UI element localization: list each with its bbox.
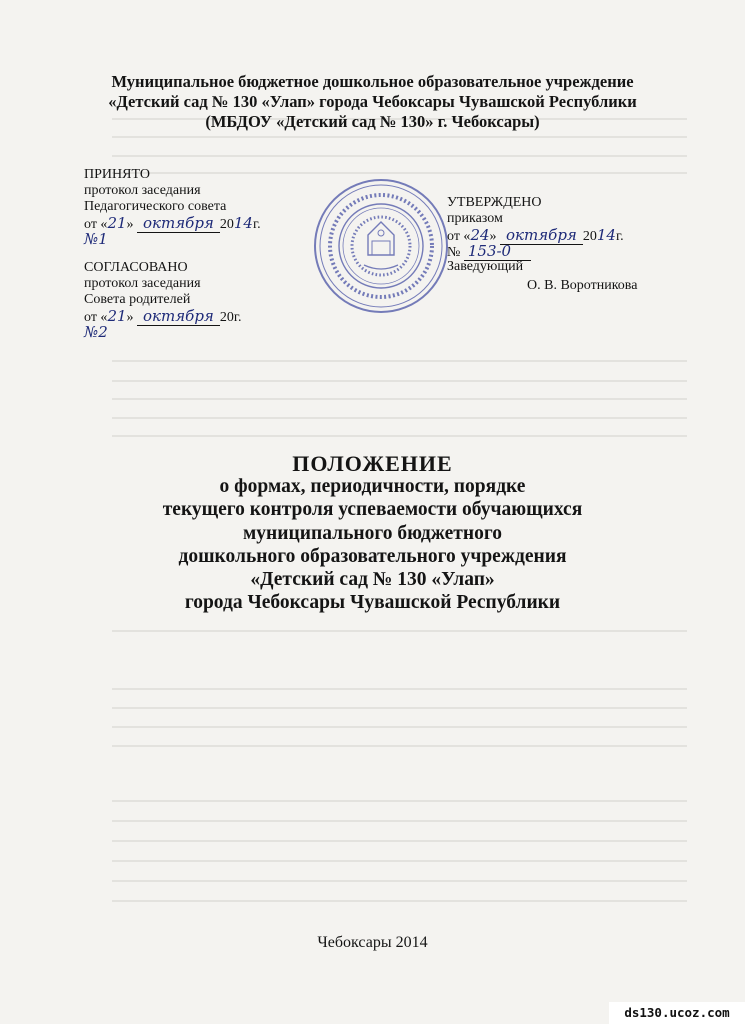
accepted-protocol: протокол заседания — [84, 183, 201, 198]
title-line-4: дошкольного образовательного учреждения — [178, 545, 567, 567]
agreed-block — [84, 260, 242, 340]
agreed-title: СОГЛАСОВАНО — [84, 260, 188, 275]
accepted-protocol-number: №1 — [84, 230, 108, 248]
header-line-3: (МБДОУ «Детский сад № 130» г. Чебоксары) — [205, 112, 540, 131]
title-line-2: текущего контроля успеваемости обучающихся — [162, 499, 583, 521]
accepted-year: 14 — [233, 214, 253, 232]
title-line-1: о формах, периодичности, порядке — [219, 476, 526, 498]
agreed-protocol: протокол заседания — [84, 276, 201, 291]
agreed-month: октября — [143, 307, 214, 325]
approved-block — [447, 195, 624, 275]
director-name: О. В. Воротникова — [527, 278, 638, 293]
title-line-6: города Чебоксары Чувашской Республики — [184, 592, 561, 614]
accepted-title: ПРИНЯТО — [84, 167, 150, 182]
document-title — [80, 452, 665, 614]
site-watermark: ds130.ucoz.com — [609, 1002, 745, 1024]
accepted-month: октября — [143, 214, 214, 232]
header-line-1: Муниципальное бюджетное дошкольное образовательное учреждение — [111, 72, 634, 91]
footer-city-year: Чебоксары 2014 — [317, 934, 428, 951]
approved-date: от «24» октября 2014г. — [447, 226, 624, 244]
agreed-date: от «21» октября 20г. — [84, 307, 242, 325]
agreed-protocol-number: №2 — [84, 323, 108, 341]
approved-title: УТВЕРЖДЕНО — [447, 195, 542, 210]
approved-year: 14 — [596, 226, 616, 244]
accepted-date: от «21» октября 2014г. — [84, 214, 261, 232]
agreed-day: 21 — [107, 307, 127, 325]
title-line-5: «Детский сад № 130 «Улап» — [250, 569, 495, 591]
approved-position: Заведующий — [447, 259, 524, 274]
official-seal-stamp — [312, 177, 450, 315]
accepted-day: 21 — [107, 214, 127, 232]
approved-day: 24 — [470, 226, 490, 244]
institution-header — [60, 72, 685, 132]
approved-order: приказом — [447, 211, 503, 226]
approved-order-number: № 153-0 — [447, 243, 624, 259]
header-line-2: «Детский сад № 130 «Улап» города Чебоксары Чувашской Республики — [108, 92, 637, 111]
agreed-council: Совета родителей — [84, 292, 191, 307]
accepted-block — [84, 167, 261, 247]
title-line-3: муниципального бюджетного — [243, 522, 502, 544]
accepted-council: Педагогического совета — [84, 199, 227, 214]
title-main: ПОЛОЖЕНИЕ — [292, 451, 453, 476]
approved-month: октября — [506, 226, 577, 244]
